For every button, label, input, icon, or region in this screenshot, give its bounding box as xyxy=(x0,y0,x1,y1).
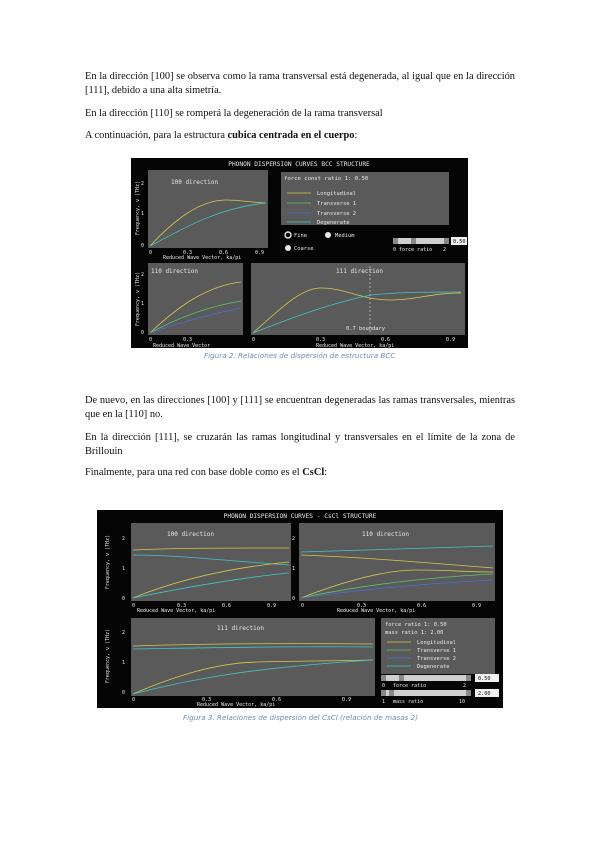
figure-2-panel-110-label: 110 direction xyxy=(151,268,198,275)
figure-2-bcc-dispersion xyxy=(131,158,468,348)
tick-label: 0 xyxy=(141,330,145,336)
legend-item: Degenerate xyxy=(417,664,450,670)
tick-label: 0 xyxy=(141,243,145,249)
paragraph-5: En la dirección [111], se cruzarán las ramas longitudinal y transversales en el límite de la zona de Brillouin xyxy=(85,432,515,457)
figure-3-ylabel: Frequency, ν (THz) xyxy=(105,534,111,590)
figure-2-panel-100-label: 100 direction xyxy=(171,179,218,186)
tick-label: 0.9 xyxy=(255,250,265,256)
figure-2-title: PHONON DISPERSION CURVES BCC STRUCTURE xyxy=(228,161,370,168)
tick-label: 0 xyxy=(252,337,256,343)
radio-fine[interactable] xyxy=(285,232,291,238)
slider-label: mass ratio xyxy=(393,699,424,705)
tick-label: 0.9 xyxy=(472,603,482,609)
paragraph-6-end: : xyxy=(324,467,328,478)
figure-3-cscl-dispersion xyxy=(97,510,503,708)
tick-label: 0.3 xyxy=(357,603,367,609)
legend-item: Transverse 2 xyxy=(317,211,356,217)
axis-label: Reduced Wave Vector, ka/pi xyxy=(137,608,216,614)
tick-label: 0 xyxy=(301,603,305,609)
tick-label: 0.6 xyxy=(222,603,232,609)
paragraph-3-bold: cubica centrada en el cuerpo xyxy=(227,130,355,141)
figure-2-panel-111-label: 111 direction xyxy=(336,268,383,275)
tick-label: 0 xyxy=(132,603,136,609)
tick-label: 0 xyxy=(292,596,296,602)
slider-min: 0 xyxy=(382,683,386,689)
tick-label: 0.6 xyxy=(381,337,391,343)
slider-max: 2 xyxy=(443,247,447,253)
legend-item: Degenerate xyxy=(317,220,350,226)
boundary-label: 0.7 boundary xyxy=(346,326,385,332)
axis-label: Reduced Wave Vector xyxy=(153,343,211,348)
tick-label: 2 xyxy=(122,630,126,636)
tick-label: 0 xyxy=(149,250,153,256)
paragraph-6-bold: CsCl xyxy=(302,467,325,478)
slider-thumb[interactable] xyxy=(389,690,394,696)
slider-right-arrow[interactable] xyxy=(466,690,471,696)
paragraph-2: En la dirección [110] se romperá la degeneración de la rama transversal xyxy=(85,108,383,119)
figure-2-caption: Figura 2. Relaciones de dispersión de estructura BCC xyxy=(204,351,396,360)
paragraph-3-end: : xyxy=(354,130,358,141)
force-ratio-slider-track[interactable] xyxy=(381,675,471,681)
slider-max: 2 xyxy=(463,683,467,689)
slider-thumb[interactable] xyxy=(411,238,416,244)
slider-left-arrow[interactable] xyxy=(381,690,386,696)
axis-label: Reduced Wave Vector, ka/pi xyxy=(163,255,242,261)
tick-label: 0.3 xyxy=(183,250,193,256)
tick-label: 2 xyxy=(292,536,296,542)
force-ratio-slider-track[interactable] xyxy=(393,238,449,244)
slider-right-arrow[interactable] xyxy=(466,675,471,681)
axis-label: Reduced Wave Vector, ka/pi xyxy=(316,343,395,348)
paragraph-6 xyxy=(85,466,515,480)
tick-label: 0.6 xyxy=(272,697,282,703)
tick-label: 0 xyxy=(122,596,126,602)
figure-2-ylabel: Frequency, ν (THz) xyxy=(135,180,141,236)
slider-max: 10 xyxy=(459,699,466,705)
slider-label: force ratio xyxy=(393,683,427,689)
figure-3-panel-111-label: 111 direction xyxy=(217,625,264,632)
tick-label: 0 xyxy=(122,690,126,696)
slider-thumb[interactable] xyxy=(399,675,404,681)
legend-item: Transverse 1 xyxy=(317,201,356,207)
mass-ratio-slider-track[interactable] xyxy=(381,690,471,696)
tick-label: 1 xyxy=(122,660,126,666)
figure-3-panel-100-label: 100 direction xyxy=(167,531,214,538)
paragraph-6-text: Finalmente, para una red con base doble como es el xyxy=(85,467,303,478)
figure-3-title: PHONON DISPERSION CURVES - CsCl STRUCTURE xyxy=(223,513,377,520)
force-const-label: force const ratio 1: 0.50 xyxy=(284,176,369,182)
slider-min: 1 xyxy=(382,699,386,705)
axis-label: Reduced Wave Vector, ka/pi xyxy=(197,702,276,708)
tick-label: 0 xyxy=(132,697,136,703)
tick-label: 0.9 xyxy=(342,697,352,703)
paragraph-1: En la dirección [100] se observa como la rama transversal está degenerada, al igual que en la dirección [111], debido a una alta simetría. xyxy=(85,71,515,96)
force-ratio-value: 0.50 xyxy=(478,676,491,682)
tick-label: 0 xyxy=(149,337,153,343)
tick-label: 0.3 xyxy=(183,337,193,343)
legend-item: Longitudinal xyxy=(317,191,356,197)
legend-item: Transverse 2 xyxy=(417,656,456,662)
tick-label: 0.3 xyxy=(202,697,212,703)
tick-label: 2 xyxy=(141,272,145,278)
radio-medium[interactable] xyxy=(325,232,331,238)
force-ratio-value: 0.50 xyxy=(453,239,466,245)
slider-right-arrow[interactable] xyxy=(444,238,449,244)
tick-label: 1 xyxy=(141,211,145,217)
tick-label: 0.9 xyxy=(446,337,456,343)
mass-ratio-label: mass ratio 1: 2.00 xyxy=(385,630,444,636)
tick-label: 2 xyxy=(122,536,126,542)
tick-label: 1 xyxy=(292,566,296,572)
tick-label: 0.3 xyxy=(316,337,326,343)
radio-coarse[interactable] xyxy=(285,245,291,251)
legend-item: Transverse 1 xyxy=(417,648,456,654)
figure-3-panel-110-label: 110 direction xyxy=(362,531,409,538)
tick-label: 0.6 xyxy=(219,250,229,256)
axis-label: Reduced Wave Vector, ka/pi xyxy=(337,608,416,614)
paragraph-3 xyxy=(85,129,515,143)
radio-medium-label: Medium xyxy=(335,233,355,239)
radio-coarse-label: Coarse xyxy=(294,246,314,252)
tick-label: 0.6 xyxy=(417,603,427,609)
slider-left-arrow[interactable] xyxy=(381,675,386,681)
tick-label: 1 xyxy=(122,566,126,572)
tick-label: 2 xyxy=(141,181,145,187)
mass-ratio-value: 2.00 xyxy=(478,691,491,697)
figure-3-ylabel-bottom: Frequency, ν (THz) xyxy=(105,628,111,684)
tick-label: 0.9 xyxy=(267,603,277,609)
tick-label: 0.3 xyxy=(177,603,187,609)
force-ratio-label: force ratio 1: 0.50 xyxy=(385,622,447,628)
radio-fine-label: Fine xyxy=(294,233,307,239)
figure-2-ylabel-bottom: Frequency, ν (THz) xyxy=(135,271,141,327)
paragraph-3-text: A continuación, para la estructura xyxy=(85,130,228,141)
slider-label: force ratio xyxy=(399,247,433,253)
figure-3-caption: Figura 3. Relaciones de dispersión del CsCl (relación de masas 2) xyxy=(183,713,419,722)
slider-min: 0 xyxy=(393,247,397,253)
slider-left-arrow[interactable] xyxy=(393,238,398,244)
legend-item: Longitudinal xyxy=(417,640,456,646)
paragraph-4: De nuevo, en las direcciones [100] y [111] se encuentran degeneradas las ramas transversales, mientras que en la [110] no. xyxy=(85,395,515,420)
tick-label: 1 xyxy=(141,301,145,307)
